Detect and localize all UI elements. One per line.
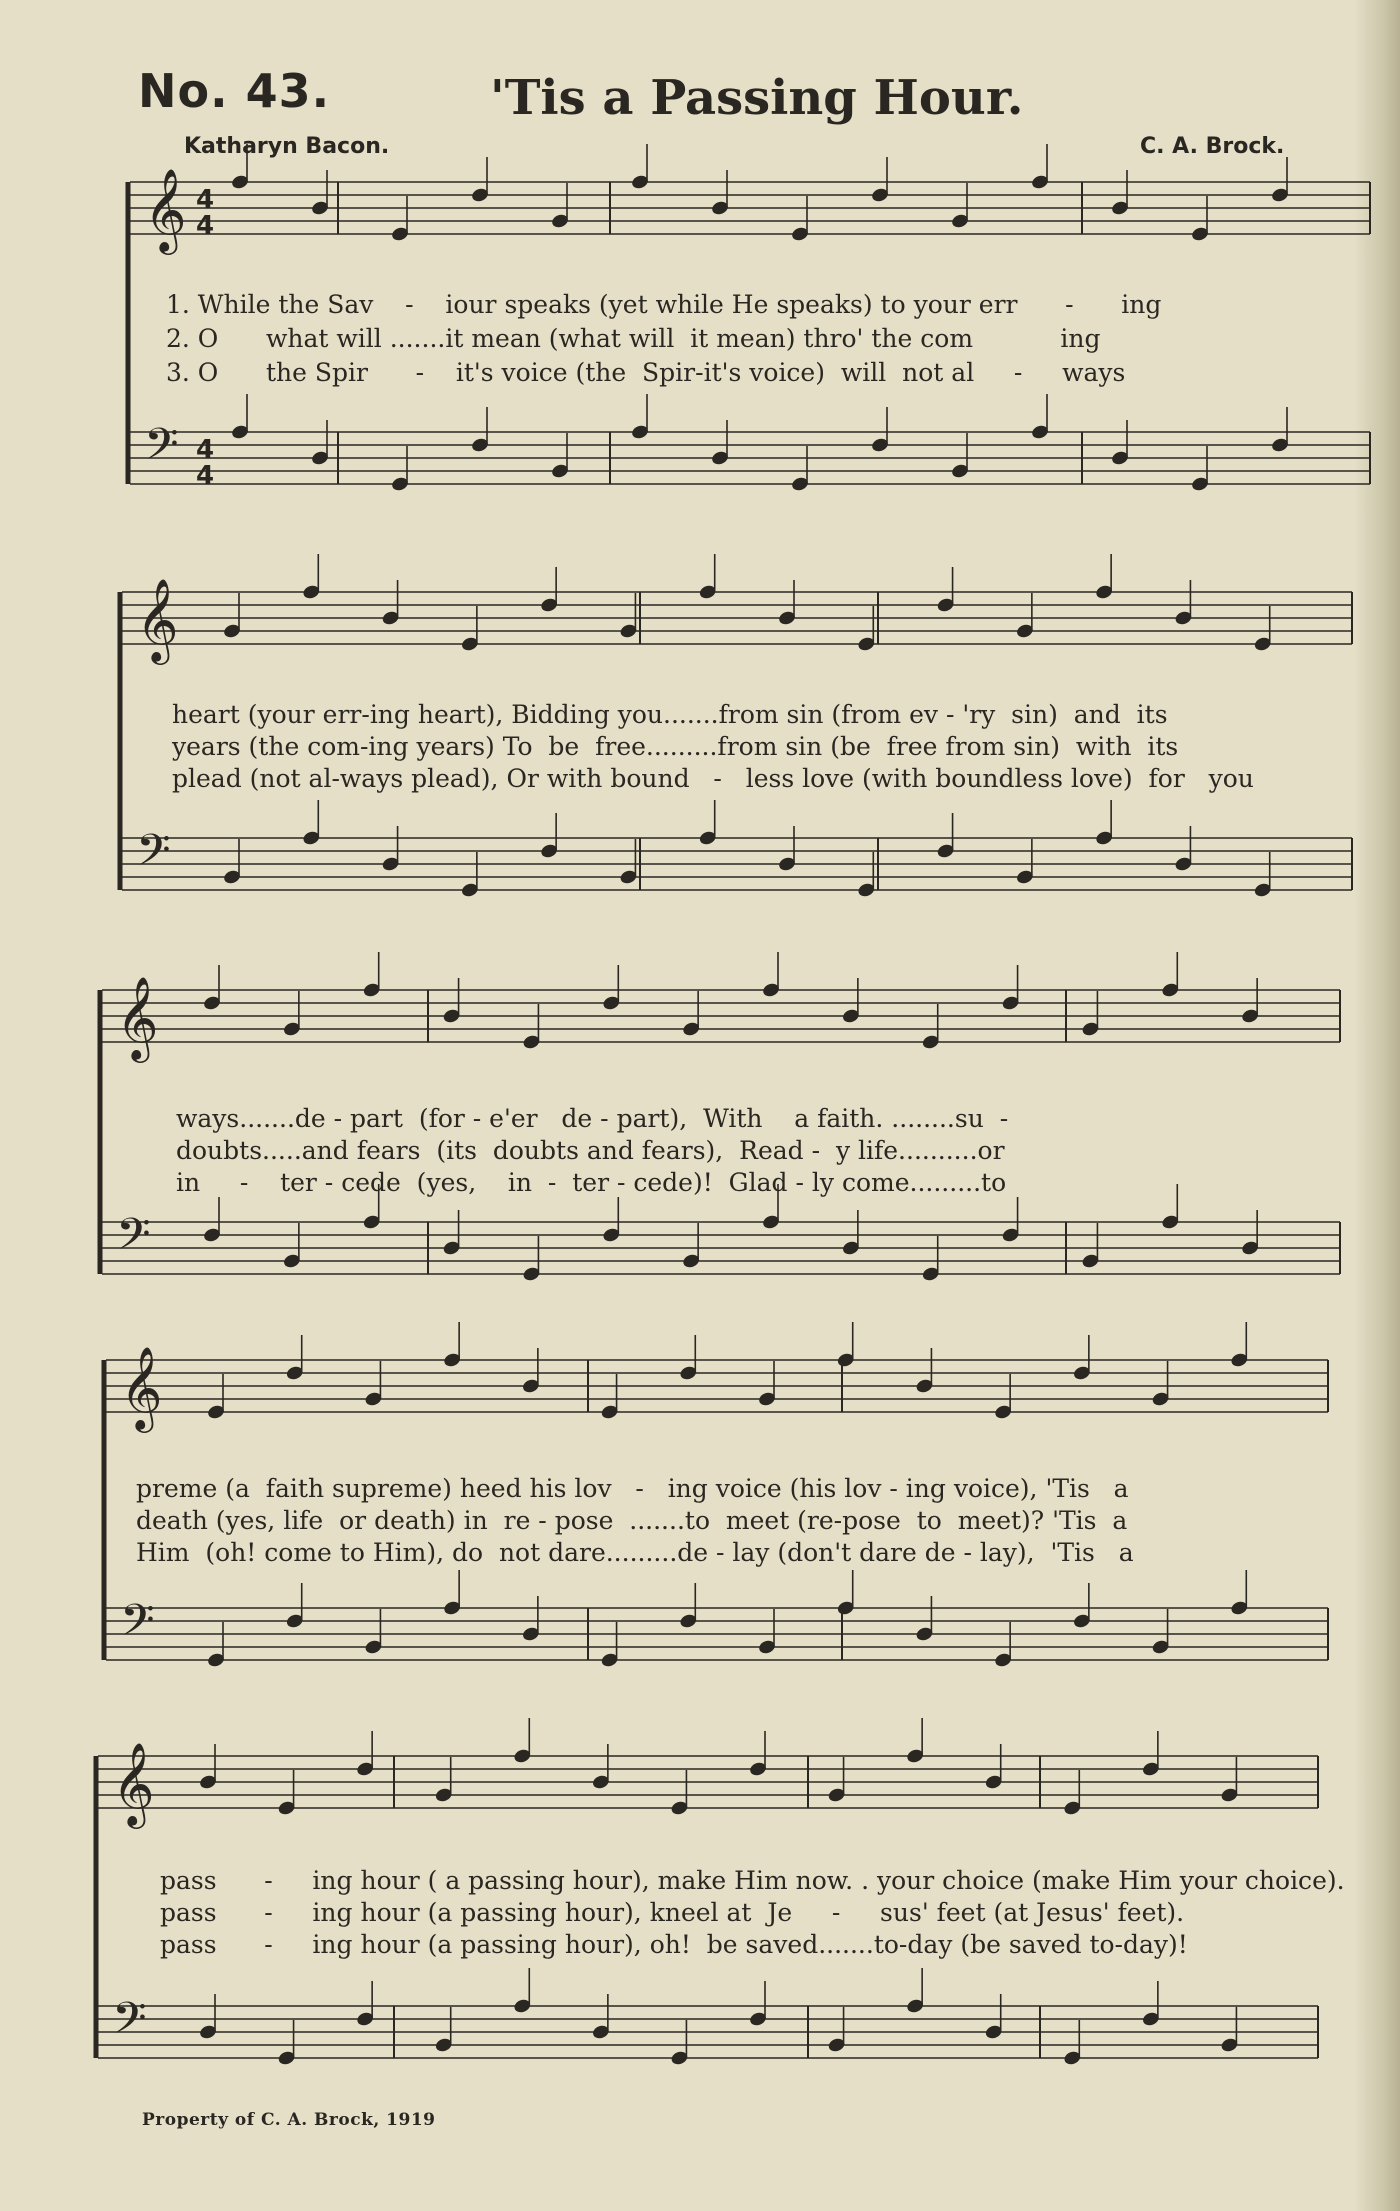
lyric-line: years (the com-ing years) To be free.........from sin (be free from sin) with its [172, 732, 1179, 761]
treble-clef-icon: 𝄞 [112, 1741, 155, 1825]
lyric-line: pass - ing hour (a passing hour), oh! be saved.......to-day (be saved to-day)! [160, 1930, 1188, 1959]
treble-time-signature: 4 [196, 185, 215, 215]
hymn-number: No. 43. [138, 64, 331, 118]
bass-clef-icon: 𝄢 [112, 1992, 147, 2055]
bass-clef-icon: 𝄢 [144, 418, 179, 481]
lyric-line: 1. While the Sav - iour speaks (yet while He speaks) to your err - ing [166, 290, 1162, 319]
bass-time-signature: 4 [196, 461, 215, 491]
lyric-line: pass - ing hour (a passing hour), kneel at Je - sus' feet (at Jesus' feet). [160, 1898, 1185, 1927]
treble-time-signature: 4 [196, 211, 215, 241]
treble-clef-icon: 𝄞 [120, 1345, 163, 1429]
lyric-line: death (yes, life or death) in re - pose .......to meet (re-pose to meet)? 'Tis a [136, 1506, 1128, 1535]
composer-credit: C. A. Brock. [1140, 134, 1285, 159]
lyric-line: in - ter - cede (yes, in - ter - cede)! Glad - ly come.........to [176, 1168, 1007, 1197]
treble-clef-icon: 𝄞 [136, 577, 179, 661]
bass-clef-icon: 𝄢 [116, 1208, 151, 1271]
lyric-line: heart (your err-ing heart), Bidding you.......from sin (from ev - 'ry sin) and its [172, 700, 1168, 729]
lyric-line: Him (oh! come to Him), do not dare.........de - lay (don't dare de - lay), 'Tis a [136, 1538, 1134, 1567]
lyric-line: plead (not al-ways plead), Or with bound - less love (with boundless love) for you [172, 764, 1254, 793]
lyric-line: 3. O the Spir - it's voice (the Spir-it's voice) will not al - ways [166, 358, 1126, 387]
bass-time-signature: 4 [196, 435, 215, 465]
bass-clef-icon: 𝄢 [120, 1594, 155, 1657]
lyric-line: ways.......de - part (for - e'er de - part), With a faith. ........su - [176, 1104, 1009, 1133]
lyricist-credit: Katharyn Bacon. [184, 134, 390, 159]
treble-clef-icon: 𝄞 [116, 975, 159, 1059]
copyright-footer: Property of C. A. Brock, 1919 [142, 2110, 436, 2130]
lyric-line: preme (a faith supreme) heed his lov - ing voice (his lov - ing voice), 'Tis a [136, 1474, 1129, 1503]
treble-clef-icon: 𝄞 [144, 167, 187, 251]
lyric-line: 2. O what will .......it mean (what will it mean) thro' the com ing [166, 324, 1101, 353]
hymn-title: 'Tis a Passing Hour. [490, 70, 1024, 126]
lyric-line: pass - ing hour ( a passing hour), make Him now. . your choice (make Him your choice). [160, 1866, 1345, 1895]
bass-clef-icon: 𝄢 [136, 824, 171, 887]
lyric-line: doubts.....and fears (its doubts and fears), Read - y life..........or [176, 1136, 1005, 1165]
